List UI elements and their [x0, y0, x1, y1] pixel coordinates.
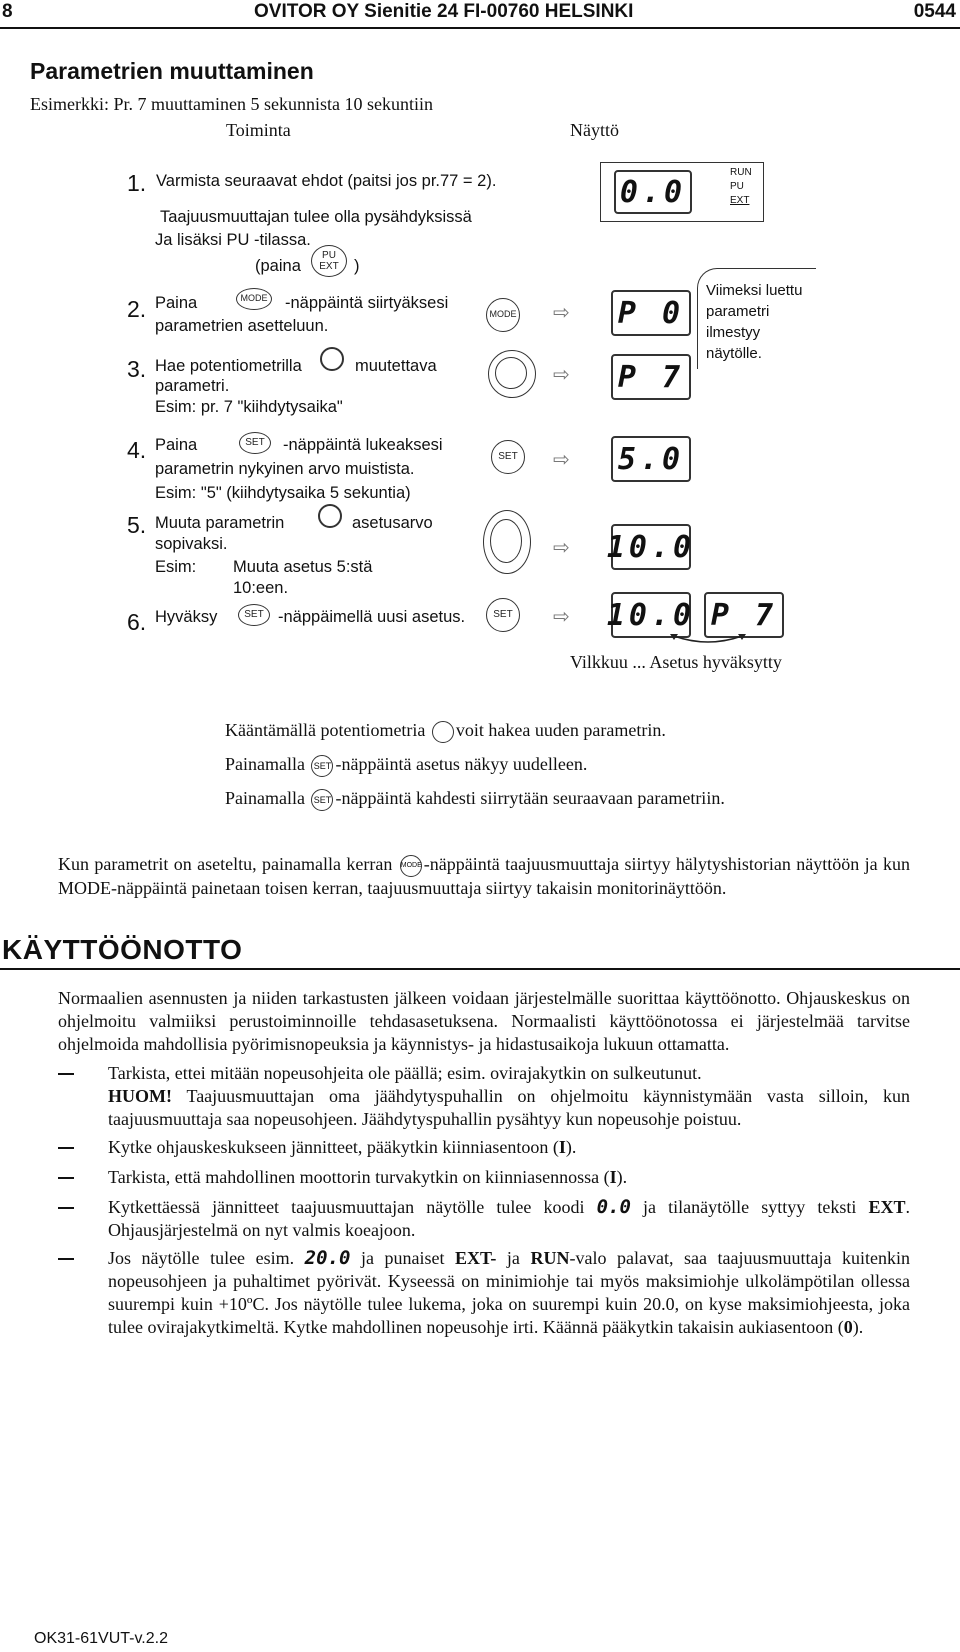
- bullet-text: ).: [852, 1317, 864, 1337]
- side-note-line: näytölle.: [706, 345, 762, 362]
- hint-line: [225, 754, 587, 777]
- bullet-item: [58, 1247, 910, 1339]
- led-display: [611, 436, 691, 482]
- bold-text: RUN: [530, 1248, 570, 1268]
- bullet-text: Tarkista, ettei mitään nopeusohjeita ole päällä; esim. ovirajakytkin on sulkeutunut.: [108, 1063, 702, 1083]
- bold-text: I: [609, 1167, 617, 1187]
- column-header-display: Näyttö: [570, 120, 619, 140]
- footer-version: OK31-61VUT-v.2.2: [34, 1630, 168, 1647]
- step-text: Paina: [155, 294, 198, 312]
- hint-text: Painamalla: [225, 754, 305, 774]
- display-value: 0.0: [619, 174, 687, 210]
- bullet-text: ).: [565, 1137, 577, 1157]
- display-value: P 7: [617, 359, 685, 395]
- step-text: Hyväksy: [155, 608, 218, 626]
- display-code: 0.0: [596, 1196, 631, 1218]
- set-button[interactable]: SET: [486, 598, 520, 632]
- set-button[interactable]: SET: [239, 432, 271, 454]
- bullet-text: Jos näytölle tulee esim.: [108, 1248, 295, 1268]
- paragraph-text: -näppäintä taajuusmuuttaja siirtyy hälytyshistorian näyttöön ja kun MODE-näppäintä painetaan toisen kerran, taajuusmuuttaja siirtyy takaisin monitorinäyttöön.: [58, 854, 911, 898]
- page-header: [0, 0, 960, 26]
- step-number: 6.: [127, 609, 147, 635]
- bullet-text: Tarkista, että mahdollinen moottorin turvakytkin on kiinniasennossa (: [108, 1167, 610, 1187]
- pu-led-label: PU: [730, 181, 744, 192]
- set-button-icon: SET: [311, 789, 333, 811]
- led-display: [614, 170, 692, 214]
- step-text: Muuta parametrin: [155, 514, 285, 532]
- arrow-right-icon: ⇨: [553, 364, 570, 386]
- dash-icon: [58, 1258, 74, 1260]
- step-text: ): [354, 257, 360, 275]
- mode-button[interactable]: MODE: [486, 298, 520, 332]
- step-text: parametri.: [155, 377, 230, 395]
- dash-icon: [58, 1147, 74, 1149]
- step-text: Taajuusmuuttajan tulee olla pysähdyksissä: [160, 208, 472, 226]
- set-button[interactable]: SET: [491, 440, 525, 474]
- mode-button[interactable]: MODE: [236, 288, 272, 310]
- hint-text: Painamalla: [225, 788, 305, 808]
- dash-icon: [58, 1207, 74, 1209]
- set-button[interactable]: SET: [238, 604, 270, 626]
- step-text: parametrin nykyinen arvo muistista.: [155, 460, 415, 478]
- led-display: [606, 524, 696, 570]
- step-text: 10:een.: [233, 579, 289, 597]
- step-text: asetusarvo: [352, 514, 433, 532]
- bold-text: EXT-: [455, 1248, 497, 1268]
- display-value: 5.0: [617, 441, 685, 477]
- step-number: 2.: [127, 296, 147, 322]
- bullet-text: Kytkettäessä jännitteet taajuusmuuttajan näytölle tulee koodi: [108, 1197, 585, 1217]
- display-value: 10.0: [606, 597, 696, 633]
- warning-label: HUOM!: [108, 1086, 172, 1106]
- section-title-parameters: Parametrien muuttaminen: [30, 58, 314, 84]
- step-text: Hae potentiometrilla: [155, 357, 302, 375]
- hint-text: voit hakea uuden parametrin.: [455, 720, 666, 740]
- display-value: P 7: [710, 597, 778, 633]
- step-text: Esim:: [155, 558, 197, 576]
- step-text: -näppäintä siirtyäksesi: [285, 294, 449, 312]
- arrow-right-icon: ⇨: [553, 302, 570, 324]
- run-led-label: RUN: [730, 167, 752, 178]
- step-text: sopivaksi.: [155, 535, 228, 553]
- bold-text: I: [558, 1137, 566, 1157]
- hint-text: Kääntämällä potentiometria: [225, 720, 426, 740]
- step-text: Varmista seuraavat ehdot (paitsi jos pr.77 = 2).: [156, 172, 497, 190]
- display-code: 20.0: [304, 1247, 351, 1269]
- side-note-line: Viimeksi luettu: [706, 282, 803, 299]
- bullet-text: ja punaiset: [360, 1248, 445, 1268]
- bullet-text: ).: [616, 1167, 628, 1187]
- pu-ext-button[interactable]: [311, 245, 347, 277]
- potentiometer-icon[interactable]: [318, 504, 342, 528]
- paragraph-text: Kun parametrit on aseteltu, painamalla kerran: [58, 854, 393, 874]
- section-title-commissioning: KÄYTTÖÖNOTTO: [2, 934, 243, 965]
- intro-paragraph: Normaalien asennusten ja niiden tarkastusten jälkeen voidaan järjestelmälle suorittaa käyttöönotto. Ohjauskeskus on ohjelmoitu valmiiksi perustoiminnoille tehdasasetuksena. Normaalisti käyttöönotossa ei järjestelmää tarvitse ohjelmoida mahdollisia pyörimisnopeuksia ja käynnistys- ja hidastusaikoja lukuun ottamatta.: [58, 988, 910, 1054]
- bullet-text: ja tilanäytölle syttyy teksti: [643, 1197, 857, 1217]
- page-number: 8: [2, 1, 13, 22]
- bullet-item: [58, 1196, 910, 1242]
- arrow-right-icon: ⇨: [553, 449, 570, 471]
- status-leds: [730, 166, 752, 208]
- set-button-icon: SET: [311, 755, 333, 777]
- side-note-line: parametri: [706, 303, 770, 320]
- bullet-text: Taajuusmuuttajan oma jäähdytyspuhallin on ohjelmoitu käynnistymään vasta silloin, kun taajuusmuuttaja saa nopeusohjeen. Jäähdytyspuhallin pysähtyy kun nopeusohje poistuu.: [108, 1086, 910, 1129]
- bullet-item: [58, 1166, 910, 1189]
- mode-paragraph: [58, 853, 910, 900]
- potentiometer-dial-icon[interactable]: [483, 510, 531, 574]
- step-number: 4.: [127, 437, 147, 463]
- bullet-text: ja: [506, 1248, 520, 1268]
- document-code: 0544: [913, 1, 956, 22]
- step-text: Ja lisäksi PU -tilassa.: [155, 231, 311, 249]
- bold-text: EXT: [868, 1197, 906, 1217]
- hint-text: -näppäintä kahdesti siirrytään seuraavaan parametriin.: [335, 788, 725, 808]
- bullet-item: [58, 1062, 910, 1131]
- bullet-text: . Ohjausjärjestelmä on nyt valmis koeajoon.: [108, 1197, 911, 1240]
- arrow-right-icon: ⇨: [553, 606, 570, 628]
- display-value: 10.0: [606, 529, 696, 565]
- pu-label: PU: [322, 250, 336, 261]
- led-display: [611, 354, 691, 400]
- company-address: OVITOR OY Sienitie 24 FI-00760 HELSINKI: [254, 1, 634, 22]
- display-value: P 0: [617, 295, 685, 331]
- ext-label: EXT: [319, 261, 339, 272]
- step-number: 3.: [127, 356, 147, 382]
- side-note: [706, 280, 802, 364]
- step-text: -näppäimellä uusi asetus.: [278, 608, 466, 626]
- step-number: 1.: [127, 170, 147, 196]
- bullet-item: [58, 1136, 910, 1159]
- hint-text: -näppäintä asetus näkyy uudelleen.: [335, 754, 588, 774]
- side-note-line: ilmestyy: [706, 324, 761, 341]
- blink-arrow-icon: [668, 630, 748, 648]
- hint-line: [225, 720, 666, 743]
- column-header-action: Toiminta: [226, 120, 291, 140]
- potentiometer-icon: [432, 721, 454, 743]
- step-text: Paina: [155, 436, 198, 454]
- ext-led-label: EXT: [730, 195, 750, 206]
- step-text: (paina: [255, 257, 301, 275]
- header-rule: [0, 27, 960, 29]
- arrow-right-icon: ⇨: [553, 537, 570, 559]
- blink-caption: Vilkkuu ... Asetus hyväksytty: [570, 652, 782, 672]
- example-text: Esimerkki: Pr. 7 muuttaminen 5 sekunnista 10 sekuntiin: [30, 94, 433, 114]
- potentiometer-dial-icon[interactable]: [488, 350, 536, 398]
- step-text: muutettava: [355, 357, 437, 375]
- step-text: parametrien asetteluun.: [155, 317, 329, 335]
- mode-button-icon: MODE: [400, 855, 422, 877]
- bold-text: 0: [843, 1317, 853, 1337]
- dash-icon: [58, 1073, 74, 1075]
- dash-icon: [58, 1177, 74, 1179]
- bullet-text: Kytke ohjauskeskukseen jännitteet, pääkytkin kiinniasentoon (: [108, 1137, 559, 1157]
- step-text: -näppäintä lukeaksesi: [283, 436, 443, 454]
- step-text: Esim: pr. 7 "kiihdytysaika": [155, 398, 343, 416]
- potentiometer-icon[interactable]: [320, 347, 344, 371]
- hint-line: [225, 788, 725, 811]
- step-text: Muuta asetus 5:stä: [233, 558, 373, 576]
- step-text: Esim: "5" (kiihdytysaika 5 sekuntia): [155, 484, 411, 502]
- section-rule: [0, 968, 960, 970]
- bullet-text: -valo palavat, saa taajuusmuuttaja kuitenkin nopeusohjeen ja puhaltimet pyörivät. Kyseessä on minimiohje tai myös maksimiohje ulkolämpötilan ollessa suurempi kuin +10ºC. Jos näytölle tulee lukema, joka on suurempi kuin 20.0, on kyse maksimiohjeesta, joka tulee ovirajakytkimeltä. Kytke mahdollinen nopeusohje irti. Käännä pääkytkin takaisin aukiasentoon (: [108, 1248, 911, 1337]
- led-display: [611, 290, 691, 336]
- step-number: 5.: [127, 512, 147, 538]
